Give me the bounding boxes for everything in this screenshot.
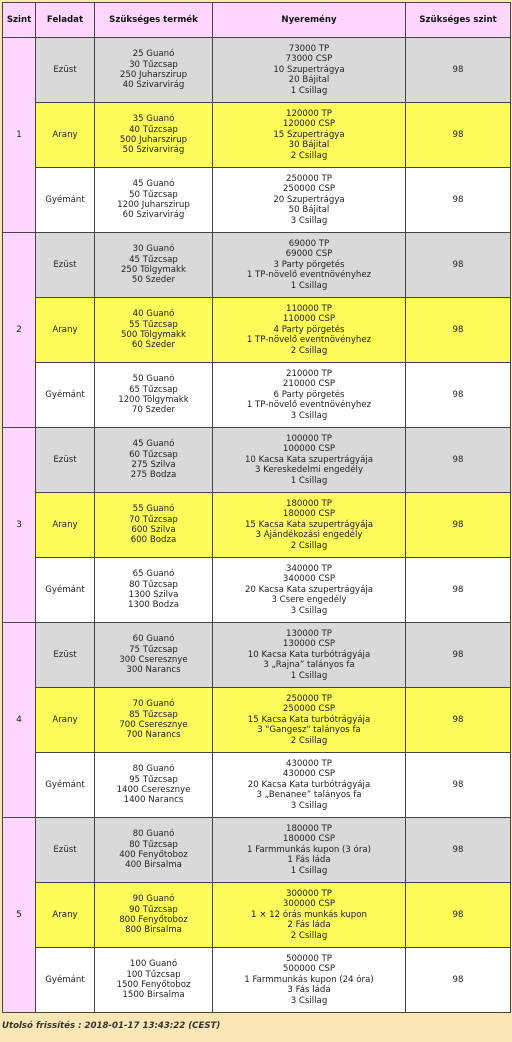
required-item: 40 Tűzcsap bbox=[129, 124, 178, 135]
task-cell: Ezüst bbox=[36, 233, 95, 298]
task-cell: Ezüst bbox=[36, 428, 95, 493]
reward-item: 2 Csillag bbox=[290, 930, 328, 941]
required-item: 300 Narancs bbox=[126, 665, 181, 676]
reward-cell bbox=[213, 948, 406, 1013]
reward-cell bbox=[213, 363, 406, 428]
reward-item: 1 TP-növelő eventnövényhez bbox=[246, 270, 372, 281]
required-item: 30 Guanó bbox=[132, 244, 175, 255]
reward-item: 1 Csillag bbox=[290, 670, 328, 681]
reward-item: 20 Kacsa Kata szupertrágyája bbox=[244, 584, 374, 595]
reward-item: 500000 TP bbox=[286, 953, 332, 964]
required-level-cell: 98 bbox=[406, 948, 511, 1013]
reward-item: 1 Farmmunkás kupon (24 óra) bbox=[244, 974, 374, 985]
header-task: Feladat bbox=[36, 3, 95, 38]
required-item: 500 Juharszirup bbox=[119, 135, 188, 145]
required-level-cell: 98 bbox=[406, 233, 511, 298]
reward-item: 3 Party pörgetés bbox=[273, 259, 345, 270]
required-item: 40 Szivarvirág bbox=[122, 80, 185, 91]
reward-item: 1 Csillag bbox=[290, 865, 328, 876]
reward-item: 20 Szupertrágya bbox=[273, 194, 345, 205]
reward-item: 50 Bájital bbox=[288, 205, 330, 216]
required-level-cell: 98 bbox=[406, 688, 511, 753]
reward-cell bbox=[213, 298, 406, 363]
reward-item: 3 Csillag bbox=[290, 995, 328, 1006]
reward-item: 180000 TP bbox=[286, 498, 332, 509]
required-items-cell bbox=[95, 558, 213, 623]
header-level: Szint bbox=[3, 3, 36, 38]
reward-item: 180000 TP bbox=[286, 823, 332, 834]
table-row bbox=[3, 948, 511, 1013]
level-cell: 4 bbox=[3, 623, 36, 818]
required-item: 100 Tűzcsap bbox=[126, 969, 181, 980]
required-item: 50 Guanó bbox=[132, 374, 175, 385]
required-item: 250 Juharszirup bbox=[119, 70, 188, 80]
reward-item: 3 Csillag bbox=[290, 800, 328, 811]
reward-item: 10 Kacsa Kata szupertrágyája bbox=[244, 454, 374, 465]
required-item: 400 Birsalma bbox=[125, 860, 182, 871]
reward-item: 1 Fás láda bbox=[287, 855, 331, 866]
required-item: 100 Guanó bbox=[129, 959, 178, 970]
required-item: 65 Tűzcsap bbox=[129, 384, 178, 395]
reward-item: 10 Szupertrágya bbox=[273, 64, 345, 75]
required-item: 275 Szilva bbox=[131, 460, 176, 470]
required-item: 1300 Szilva bbox=[128, 590, 179, 600]
reward-item: 100000 CSP bbox=[282, 444, 336, 455]
table-row bbox=[3, 168, 511, 233]
reward-item: 1 Farmmunkás kupon (3 óra) bbox=[247, 844, 371, 855]
required-item: 50 Szeder bbox=[131, 275, 176, 286]
reward-item: 1 TP-növelő eventnövényhez bbox=[246, 400, 372, 411]
reward-item: 4 Party pörgetés bbox=[273, 324, 345, 335]
required-level-cell: 98 bbox=[406, 168, 511, 233]
reward-item: 3 „Benanee” talányos fa bbox=[256, 790, 362, 801]
header-required: Szükséges termék bbox=[95, 3, 213, 38]
header-required-level: Szükséges szint bbox=[406, 3, 511, 38]
reward-cell bbox=[213, 753, 406, 818]
required-item: 85 Tűzcsap bbox=[129, 709, 178, 720]
task-cell: Ezüst bbox=[36, 623, 95, 688]
reward-cell bbox=[213, 38, 406, 103]
required-item: 50 Szivarvirág bbox=[122, 145, 185, 156]
required-items-cell bbox=[95, 38, 213, 103]
table-row bbox=[3, 753, 511, 818]
required-item: 60 Szivarvirág bbox=[122, 210, 185, 221]
required-level-cell: 98 bbox=[406, 298, 511, 363]
required-item: 90 Guanó bbox=[132, 894, 175, 905]
required-item: 700 Cseresznye bbox=[119, 720, 188, 730]
required-item: 70 Tűzcsap bbox=[129, 514, 178, 525]
required-item: 60 Tűzcsap bbox=[129, 449, 178, 460]
reward-item: 3 Fás láda bbox=[287, 985, 331, 996]
reward-cell bbox=[213, 818, 406, 883]
reward-item: 2 Csillag bbox=[290, 540, 328, 551]
required-items-cell bbox=[95, 363, 213, 428]
required-level-cell: 98 bbox=[406, 623, 511, 688]
header-reward: Nyeremény bbox=[213, 3, 406, 38]
last-updated-footer: Utolsó frissítés : 2018-01-17 13:43:22 (CEST) bbox=[2, 1021, 221, 1031]
table-row bbox=[3, 233, 511, 298]
required-items-cell bbox=[95, 103, 213, 168]
required-item: 65 Guanó bbox=[132, 569, 175, 580]
required-item: 600 Szilva bbox=[131, 525, 176, 535]
reward-item: 300000 TP bbox=[286, 888, 332, 899]
required-item: 60 Guanó bbox=[132, 634, 175, 645]
table-row bbox=[3, 103, 511, 168]
table-row bbox=[3, 298, 511, 363]
required-item: 95 Tűzcsap bbox=[129, 774, 178, 785]
reward-cell bbox=[213, 688, 406, 753]
required-items-cell bbox=[95, 623, 213, 688]
reward-item: 2 Csillag bbox=[290, 150, 328, 161]
reward-cell bbox=[213, 168, 406, 233]
required-item: 800 Birsalma bbox=[125, 925, 182, 936]
required-item: 50 Tűzcsap bbox=[129, 189, 178, 200]
reward-item: 1 Csillag bbox=[290, 475, 328, 486]
required-item: 400 Fenyőtoboz bbox=[119, 850, 188, 860]
task-cell: Gyémánt bbox=[36, 363, 95, 428]
task-cell: Arany bbox=[36, 493, 95, 558]
required-item: 55 Tűzcsap bbox=[129, 319, 178, 330]
reward-item: 110000 TP bbox=[286, 303, 332, 314]
reward-item: 3 Csillag bbox=[290, 605, 328, 616]
required-level-cell: 98 bbox=[406, 363, 511, 428]
reward-item: 110000 CSP bbox=[282, 314, 336, 325]
required-item: 1400 Cseresznye bbox=[116, 785, 191, 795]
required-items-cell bbox=[95, 298, 213, 363]
reward-item: 120000 TP bbox=[286, 108, 332, 119]
reward-cell bbox=[213, 623, 406, 688]
task-cell: Ezüst bbox=[36, 818, 95, 883]
quest-table bbox=[2, 2, 511, 1013]
required-item: 80 Guanó bbox=[132, 829, 175, 840]
reward-item: 3 Ajándékozási engedély bbox=[255, 530, 363, 541]
required-item: 80 Guanó bbox=[132, 764, 175, 775]
required-level-cell: 98 bbox=[406, 558, 511, 623]
table-row bbox=[3, 688, 511, 753]
reward-item: 1 Csillag bbox=[290, 280, 328, 291]
required-item: 45 Guanó bbox=[132, 179, 175, 190]
reward-cell bbox=[213, 428, 406, 493]
reward-item: 20 Kacsa Kata turbótrágyája bbox=[247, 779, 371, 790]
required-item: 80 Tűzcsap bbox=[129, 839, 178, 850]
required-item: 800 Fenyőtoboz bbox=[119, 915, 188, 925]
required-item: 70 Guanó bbox=[132, 699, 175, 710]
reward-item: 2 Csillag bbox=[290, 735, 328, 746]
task-cell: Arany bbox=[36, 298, 95, 363]
reward-item: 30 Bájital bbox=[288, 140, 330, 151]
table-row bbox=[3, 38, 511, 103]
reward-item: 430000 CSP bbox=[282, 769, 336, 780]
table-row bbox=[3, 883, 511, 948]
required-item: 60 Szeder bbox=[131, 340, 176, 351]
required-item: 80 Tűzcsap bbox=[129, 579, 178, 590]
reward-item: 3 Kereskedelmi engedély bbox=[254, 465, 364, 476]
reward-item: 120000 CSP bbox=[282, 119, 336, 130]
required-items-cell bbox=[95, 428, 213, 493]
reward-item: 100000 TP bbox=[286, 433, 332, 444]
required-item: 30 Tűzcsap bbox=[129, 59, 178, 70]
required-level-cell: 98 bbox=[406, 428, 511, 493]
task-cell: Gyémánt bbox=[36, 948, 95, 1013]
reward-item: 15 Kacsa Kata turbótrágyája bbox=[247, 714, 371, 725]
required-items-cell bbox=[95, 493, 213, 558]
reward-item: 130000 CSP bbox=[282, 639, 336, 650]
required-item: 700 Narancs bbox=[126, 730, 181, 741]
table-row bbox=[3, 558, 511, 623]
reward-item: 69000 CSP bbox=[285, 249, 333, 260]
required-item: 1500 Birsalma bbox=[122, 990, 185, 1001]
reward-item: 250000 CSP bbox=[282, 184, 336, 195]
reward-cell bbox=[213, 558, 406, 623]
table-row bbox=[3, 363, 511, 428]
task-cell: Gyémánt bbox=[36, 753, 95, 818]
required-item: 55 Guanó bbox=[132, 504, 175, 515]
reward-item: 6 Party pörgetés bbox=[273, 389, 345, 400]
table-row bbox=[3, 428, 511, 493]
required-level-cell: 98 bbox=[406, 103, 511, 168]
required-item: 45 Tűzcsap bbox=[129, 254, 178, 265]
table-row bbox=[3, 493, 511, 558]
required-items-cell bbox=[95, 688, 213, 753]
reward-item: 2 Csillag bbox=[290, 345, 328, 356]
reward-item: 73000 CSP bbox=[285, 54, 333, 65]
reward-item: 3 „Rajna” talányos fa bbox=[263, 660, 355, 671]
reward-item: 3 "Gangesz" talányos fa bbox=[257, 725, 361, 736]
required-item: 1400 Narancs bbox=[123, 795, 184, 806]
required-item: 75 Tűzcsap bbox=[129, 644, 178, 655]
required-item: 45 Guanó bbox=[132, 439, 175, 450]
required-item: 600 Bodza bbox=[130, 535, 177, 546]
required-item: 1200 Tölgymakk bbox=[118, 395, 189, 405]
reward-item: 2 Fás láda bbox=[287, 920, 331, 931]
reward-cell bbox=[213, 883, 406, 948]
reward-cell bbox=[213, 233, 406, 298]
task-cell: Arany bbox=[36, 103, 95, 168]
reward-item: 1 × 12 órás munkás kupon bbox=[251, 909, 367, 920]
reward-item: 180000 CSP bbox=[282, 509, 336, 520]
required-items-cell bbox=[95, 753, 213, 818]
table-row bbox=[3, 818, 511, 883]
reward-item: 180000 CSP bbox=[282, 834, 336, 845]
reward-item: 73000 TP bbox=[288, 43, 330, 54]
task-cell: Gyémánt bbox=[36, 168, 95, 233]
level-cell: 5 bbox=[3, 818, 36, 1013]
required-item: 35 Guanó bbox=[132, 114, 175, 125]
reward-item: 500000 CSP bbox=[282, 964, 336, 975]
reward-item: 250000 TP bbox=[286, 693, 332, 704]
reward-item: 69000 TP bbox=[288, 238, 330, 249]
reward-item: 210000 CSP bbox=[282, 379, 336, 390]
required-item: 1200 Juharszirup bbox=[117, 200, 190, 210]
reward-item: 340000 TP bbox=[286, 563, 332, 574]
required-item: 1300 Bodza bbox=[128, 600, 179, 611]
required-item: 300 Cseresznye bbox=[119, 655, 188, 665]
required-items-cell bbox=[95, 168, 213, 233]
required-item: 1500 Fenyőtoboz bbox=[116, 980, 191, 990]
reward-cell bbox=[213, 103, 406, 168]
task-cell: Arany bbox=[36, 883, 95, 948]
required-item: 500 Tölgymakk bbox=[120, 330, 187, 340]
task-cell: Arany bbox=[36, 688, 95, 753]
reward-item: 20 Bájital bbox=[288, 75, 330, 86]
reward-item: 15 Kacsa Kata szupertrágyája bbox=[244, 519, 374, 530]
required-level-cell: 98 bbox=[406, 493, 511, 558]
reward-item: 3 Csillag bbox=[290, 215, 328, 226]
reward-item: 250000 TP bbox=[286, 173, 332, 184]
required-level-cell: 98 bbox=[406, 818, 511, 883]
required-item: 25 Guanó bbox=[132, 49, 175, 60]
required-items-cell bbox=[95, 233, 213, 298]
reward-item: 1 TP-növelő eventnövényhez bbox=[246, 335, 372, 346]
required-level-cell: 98 bbox=[406, 38, 511, 103]
reward-item: 250000 CSP bbox=[282, 704, 336, 715]
required-item: 275 Bodza bbox=[130, 470, 177, 481]
reward-item: 130000 TP bbox=[286, 628, 332, 639]
level-cell: 1 bbox=[3, 38, 36, 233]
table-header-row bbox=[3, 3, 511, 38]
reward-item: 3 Csere engedély bbox=[271, 595, 347, 606]
level-cell: 2 bbox=[3, 233, 36, 428]
reward-item: 340000 CSP bbox=[282, 574, 336, 585]
required-items-cell bbox=[95, 818, 213, 883]
reward-item: 1 Csillag bbox=[290, 85, 328, 96]
reward-item: 430000 TP bbox=[286, 758, 332, 769]
level-cell: 3 bbox=[3, 428, 36, 623]
required-level-cell: 98 bbox=[406, 883, 511, 948]
reward-item: 3 Csillag bbox=[290, 410, 328, 421]
reward-item: 15 Szupertrágya bbox=[273, 129, 345, 140]
required-items-cell bbox=[95, 883, 213, 948]
reward-item: 300000 CSP bbox=[282, 899, 336, 910]
table-row bbox=[3, 623, 511, 688]
reward-cell bbox=[213, 493, 406, 558]
required-item: 90 Tűzcsap bbox=[129, 904, 178, 915]
required-item: 250 Tölgymakk bbox=[120, 265, 187, 275]
task-cell: Ezüst bbox=[36, 38, 95, 103]
reward-item: 10 Kacsa Kata turbótrágyája bbox=[247, 649, 371, 660]
reward-item: 210000 TP bbox=[286, 368, 332, 379]
required-item: 40 Guanó bbox=[132, 309, 175, 320]
task-cell: Gyémánt bbox=[36, 558, 95, 623]
required-level-cell: 98 bbox=[406, 753, 511, 818]
required-items-cell bbox=[95, 948, 213, 1013]
required-item: 70 Szeder bbox=[131, 405, 176, 416]
